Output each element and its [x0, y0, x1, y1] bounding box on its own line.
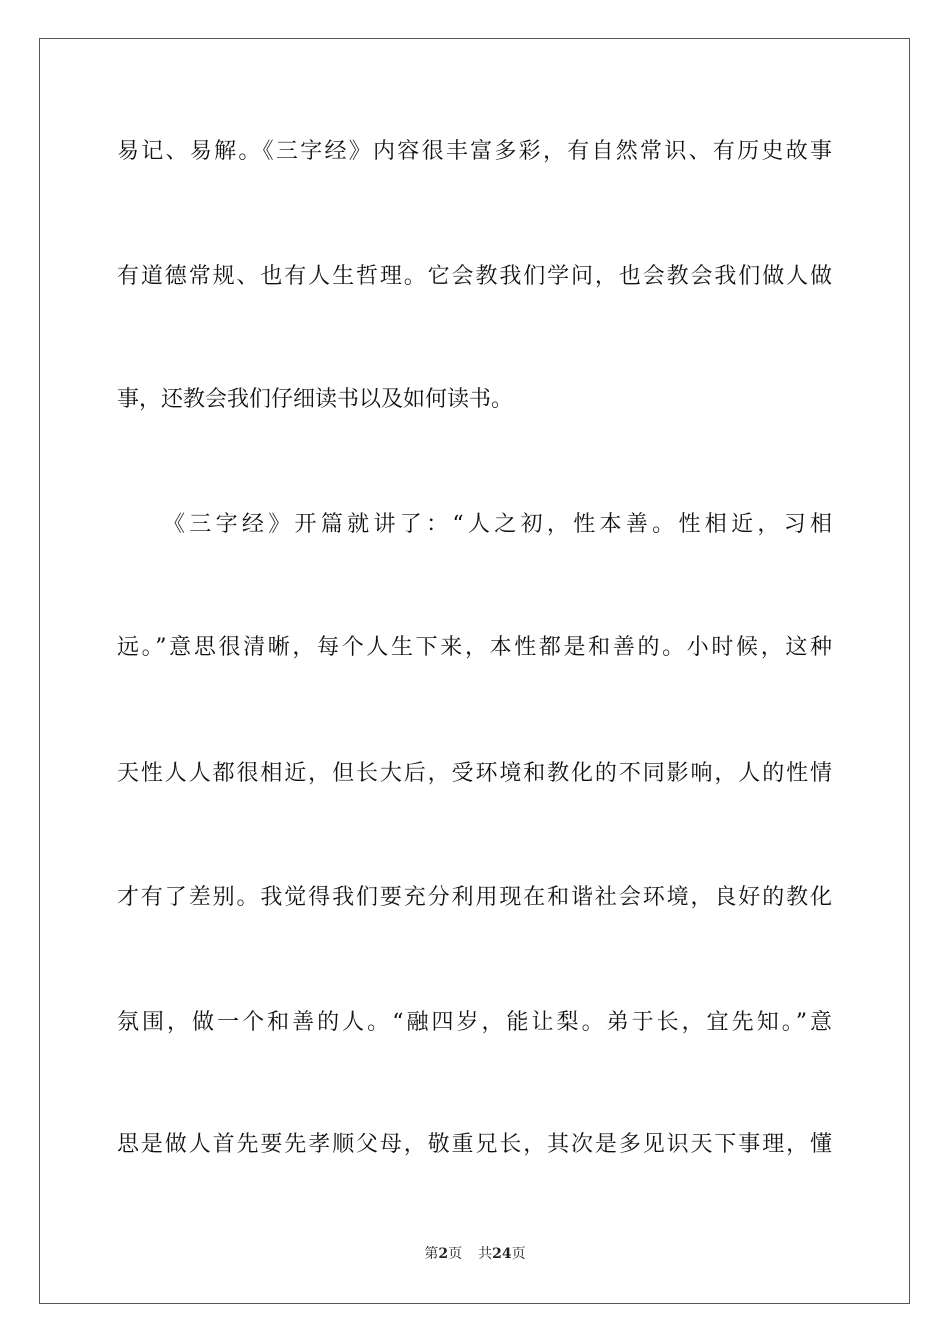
paragraph-2-line-6: 思是做人首先要先孝顺父母，敬重兄长，其次是多见识天下事理，懂 [117, 1132, 832, 1157]
total-pages: 24 [492, 1246, 512, 1262]
paragraph-1-line-1: 易记、易解。《三字经》内容很丰富多彩，有自然常识、有历史故事 [117, 139, 832, 164]
page-border [39, 38, 910, 1304]
total-prefix: 共 [478, 1246, 493, 1262]
paragraph-2-line-3: 天性人人都很相近，但长大后，受环境和教化的不同影响，人的性情 [117, 761, 832, 786]
paragraph-2-line-1: 《三字经》开篇就讲了：“人之初，性本善。性相近，习相 [163, 512, 832, 537]
paragraph-2-line-4: 才有了差别。我觉得我们要充分利用现在和谐社会环境，良好的教化 [117, 885, 832, 910]
page-suffix: 页 [448, 1246, 463, 1262]
page-footer [0, 1244, 950, 1264]
page-number: 2 [438, 1246, 449, 1262]
page-prefix: 第 [424, 1246, 439, 1262]
total-suffix: 页 [511, 1246, 526, 1262]
paragraph-2-line-5: 氛围，做一个和善的人。“融四岁，能让梨。弟于长，宜先知。”意 [117, 1010, 832, 1035]
paragraph-1-line-3: 事，还教会我们仔细读书以及如何读书。 [117, 387, 514, 412]
paragraph-1-line-2: 有道德常规、也有人生哲理。它会教我们学问，也会教会我们做人做 [117, 264, 832, 289]
paragraph-2-line-2: 远。”意思很清晰，每个人生下来，本性都是和善的。小时候，这种 [117, 635, 832, 660]
